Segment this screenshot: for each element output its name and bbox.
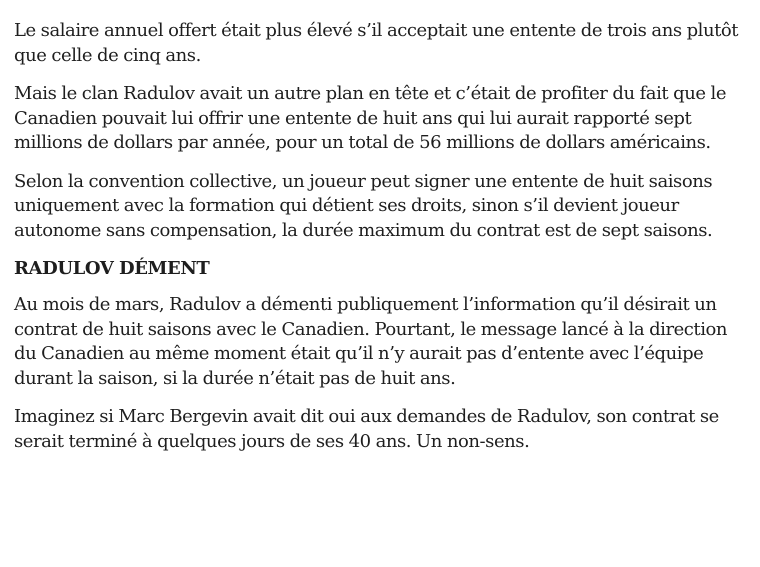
section-subheading: RADULOV DÉMENT [14, 258, 210, 279]
article-paragraph: Le salaire annuel offert était plus élevé s’il acceptait une entente de trois ans plutôt que celle de cinq ans. [14, 20, 739, 66]
article-paragraph: Mais le clan Radulov avait un autre plan en tête et c’était de profiter du fait que le Canadien pouvait lui offrir une entente de huit ans qui lui aurait rapporté sept millions de dollars par année, pour un total de 56 millions de dollars américains. [14, 83, 727, 153]
article-paragraph: Au mois de mars, Radulov a démenti publiquement l’information qu’il désirait un contrat de huit saisons avec le Canadien. Pourtant, le message lancé à la direction du Canadien au même moment était qu’il n’y aurait pas d’entente avec l’équipe durant la saison, si la durée n’était pas de huit ans. [14, 294, 728, 389]
article-paragraph: Selon la convention collective, un joueur peut signer une entente de huit saisons uniquement avec la formation qui détient ses droits, sinon s’il devient joueur autonome sans compensation, la durée maximum du contrat est de sept saisons. [14, 170, 713, 241]
article-paragraph: Imaginez si Marc Bergevin avait dit oui aux demandes de Radulov, son contrat se serait terminé à quelques jours de ses 40 ans. Un non-sens. [14, 406, 719, 452]
